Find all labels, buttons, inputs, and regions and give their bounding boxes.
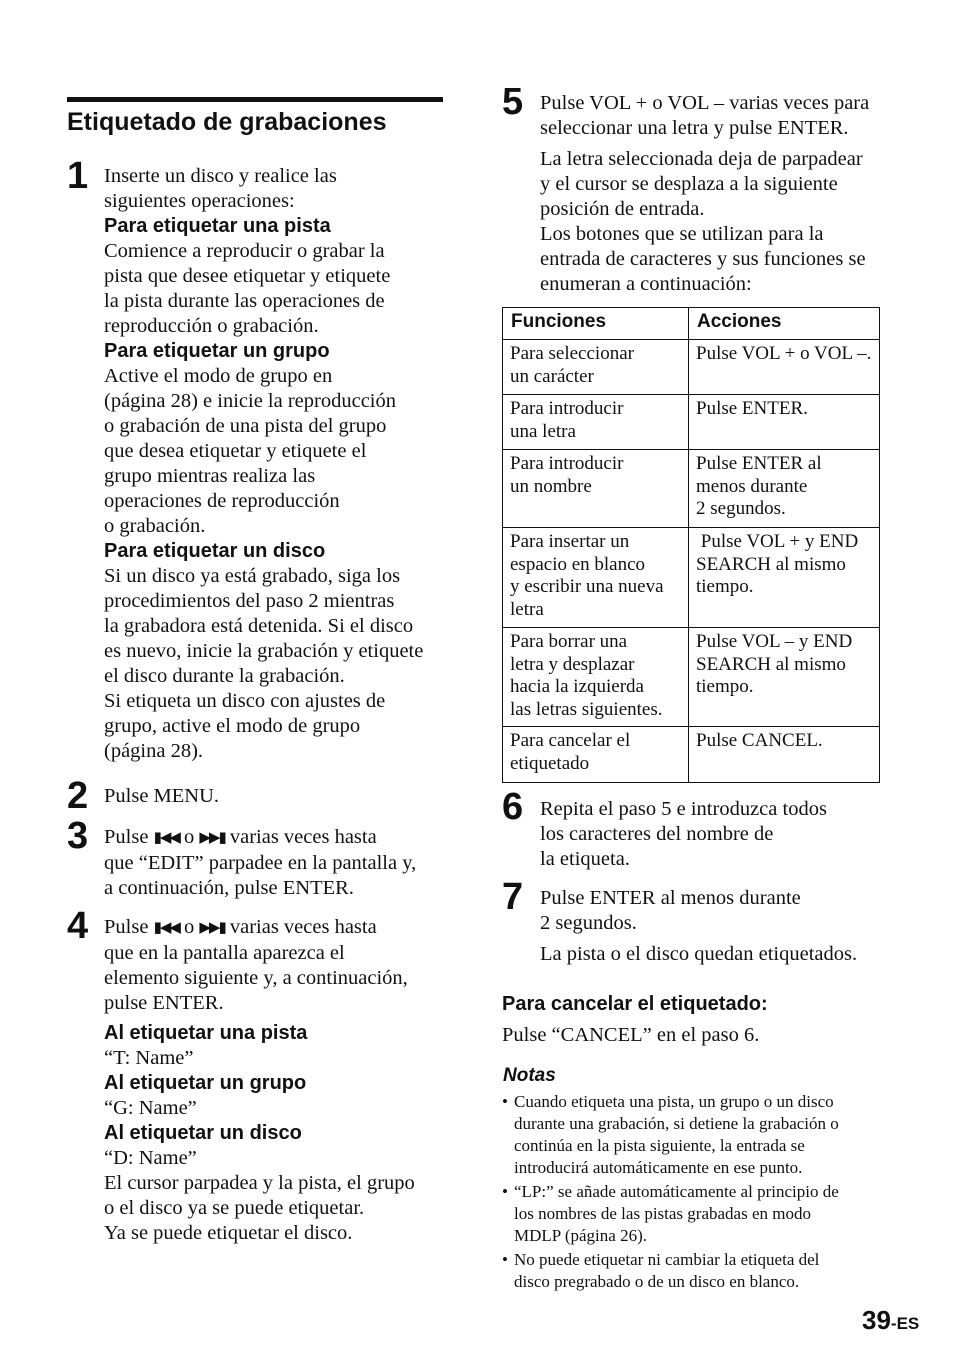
track-text-line: Comience a reproducir o grabar la [104,240,385,262]
step-2-text: Pulse MENU. [104,785,220,807]
step-6-body [540,797,890,872]
step-5-detail-line: Los botones que se utilizan para la [540,223,824,245]
step-5-detail-line: La letra seleccionada deja de parpadear [540,148,863,170]
label-track-value: “T: Name” [104,1047,194,1069]
disc-text-line: Si etiqueta un disco con ajustes de [104,690,386,712]
step-4-first-line: Pulse ▮◀◀ o ▶▶▮ varias veces hasta [104,916,377,938]
step-4-after-line: El cursor parpadea y la pista, el grupo [104,1172,415,1194]
step-7-number: 7 [502,876,524,918]
table-cell-function: Para borrar una letra y desplazar hacia la izquierda las letras siguientes. [503,628,689,727]
step-5-detail-line: entrada de caracteres y sus funciones se [540,248,866,270]
table-row [503,395,880,450]
table-row [503,727,880,783]
step-5-detail-line: enumeran a continuación: [540,273,752,295]
disc-text-line: es nuevo, inicie la grabación y etiquete [104,640,424,662]
table-header-row [503,308,880,340]
table-header-functions: Funciones [503,308,689,340]
note-item: • “LP:” se añade automáticamente al principio de los nombres de las pistas grabadas en modo MDLP (página 26). [502,1182,839,1245]
table-row [503,340,880,395]
disc-text-line: el disco durante la grabación. [104,665,345,687]
step-5-detail-line: y el cursor se desplaza a la siguiente [540,173,838,195]
step-4-line: pulse ENTER. [104,992,224,1014]
group-text-line: Active el modo de grupo en [104,365,333,387]
step-6-line: Repita el paso 5 e introduzca todos [540,798,827,820]
section-rule [67,97,443,102]
table-cell-function: Para introducir una letra [503,395,689,450]
section-title: Etiquetado de grabaciones [67,108,387,136]
previous-track-icon: ▮◀◀ [153,920,179,936]
group-text-line: o grabación de una pista del grupo [104,415,387,437]
table-row [503,628,880,727]
step-4-body [104,915,449,1246]
table-cell-action: Pulse VOL + o VOL –. [689,340,880,395]
step-1-intro-line: siguientes operaciones: [104,190,295,212]
group-subheading: Para etiquetar un grupo [104,340,330,362]
group-text-line: grupo mientras realiza las [104,465,316,487]
step-4-number: 4 [67,905,89,947]
functions-table [502,307,880,783]
bullet-icon: • [502,1250,508,1269]
table-cell-action: Pulse ENTER. [689,395,880,450]
step-7-line: 2 segundos. [540,912,637,934]
notes-heading: Notas [503,1065,556,1086]
page-number: 39-ES [862,1305,920,1335]
label-disc-value: “D: Name” [104,1147,197,1169]
table-cell-action: Pulse ENTER al menos durante 2 segundos. [689,450,880,528]
step-1-body [104,164,449,764]
step-4-line: elemento siguiente y, a continuación, [104,967,408,989]
disc-text-line: procedimientos del paso 2 mientras [104,590,395,612]
table-cell-function: Para introducir un nombre [503,450,689,528]
step-3-line: que “EDIT” parpadee en la pantalla y, [104,852,417,874]
step-4-after-line: Ya se puede etiquetar el disco. [104,1222,353,1244]
label-track-subheading: Al etiquetar una pista [104,1022,308,1044]
table-header-actions: Acciones [689,308,880,340]
step-6-line: los caracteres del nombre de [540,823,774,845]
step-4-after-line: o el disco ya se puede etiquetar. [104,1197,365,1219]
next-track-icon: ▶▶▮ [199,830,225,846]
step-3-number: 3 [67,815,89,857]
step-7-body [540,886,890,967]
bullet-icon: • [502,1182,508,1201]
step-3-body [104,825,449,901]
label-group-subheading: Al etiquetar un grupo [104,1072,307,1094]
track-text-line: reproducción o grabación. [104,315,319,337]
group-text-line: que desea etiquetar y etiquete el [104,440,367,462]
disc-text-line: (página 28). [104,740,204,762]
table-cell-function: Para cancelar el etiquetado [503,727,689,783]
disc-subheading: Para etiquetar un disco [104,540,326,562]
next-track-icon: ▶▶▮ [199,920,225,936]
track-text-line: pista que desee etiquetar y etiquete [104,265,391,287]
step-4-line: que en la pantalla aparezca el [104,942,345,964]
table-cell-function: Para insertar un espacio en blanco y escribir una nueva letra [503,528,689,628]
step-5-detail-line: posición de entrada. [540,198,705,220]
step-3-first-line: Pulse ▮◀◀ o ▶▶▮ varias veces hasta [104,826,377,848]
bullet-icon: • [502,1092,508,1111]
step-6-line: la etiqueta. [540,848,630,870]
note-item: • Cuando etiqueta una pista, un grupo o un disco durante una grabación, si detiene la grabación o continúa en la pista siguiente, la entrada se introducirá automáticamente en ese punto. [502,1092,839,1177]
table-row [503,528,880,628]
step-7-line: Pulse ENTER al menos durante [540,887,801,909]
step-7-detail: La pista o el disco quedan etiquetados. [540,943,858,965]
group-text-line: (página 28) e inicie la reproducción [104,390,396,412]
table-cell-action: Pulse VOL + y END SEARCH al mismo tiempo. [689,528,880,628]
group-text-line: operaciones de reproducción [104,490,340,512]
step-5-body [540,91,890,297]
step-3-line: a continuación, pulse ENTER. [104,877,354,899]
step-5-line: seleccionar una letra y pulse ENTER. [540,117,849,139]
table-cell-action: Pulse VOL – y END SEARCH al mismo tiempo. [689,628,880,727]
label-disc-subheading: Al etiquetar un disco [104,1122,302,1144]
table-cell-function: Para seleccionar un carácter [503,340,689,395]
disc-text-line: grupo, active el modo de grupo [104,715,361,737]
disc-text-line: la grabadora está detenida. Si el disco [104,615,414,637]
step-6-number: 6 [502,786,524,828]
previous-track-icon: ▮◀◀ [153,830,179,846]
label-group-value: “G: Name” [104,1097,197,1119]
step-1-intro-line: Inserte un disco y realice las [104,165,337,187]
disc-text-line: Si un disco ya está grabado, siga los [104,565,401,587]
step-5-line: Pulse VOL + o VOL – varias veces para [540,92,870,114]
step-5-number: 5 [502,81,524,123]
group-text-line: o grabación. [104,515,206,537]
step-2-number: 2 [67,775,89,817]
cancel-text: Pulse “CANCEL” en el paso 6. [502,1024,760,1046]
notes-list [502,1091,892,1293]
table-cell-action: Pulse CANCEL. [689,727,880,783]
table-row [503,450,880,528]
track-text-line: la pista durante las operaciones de [104,290,385,312]
cancel-heading: Para cancelar el etiquetado: [502,993,768,1015]
step-1-number: 1 [67,155,89,197]
note-item: • No puede etiquetar ni cambiar la etiqueta del disco pregrabado o de un disco en blanco. [502,1250,820,1291]
track-subheading: Para etiquetar una pista [104,215,331,237]
